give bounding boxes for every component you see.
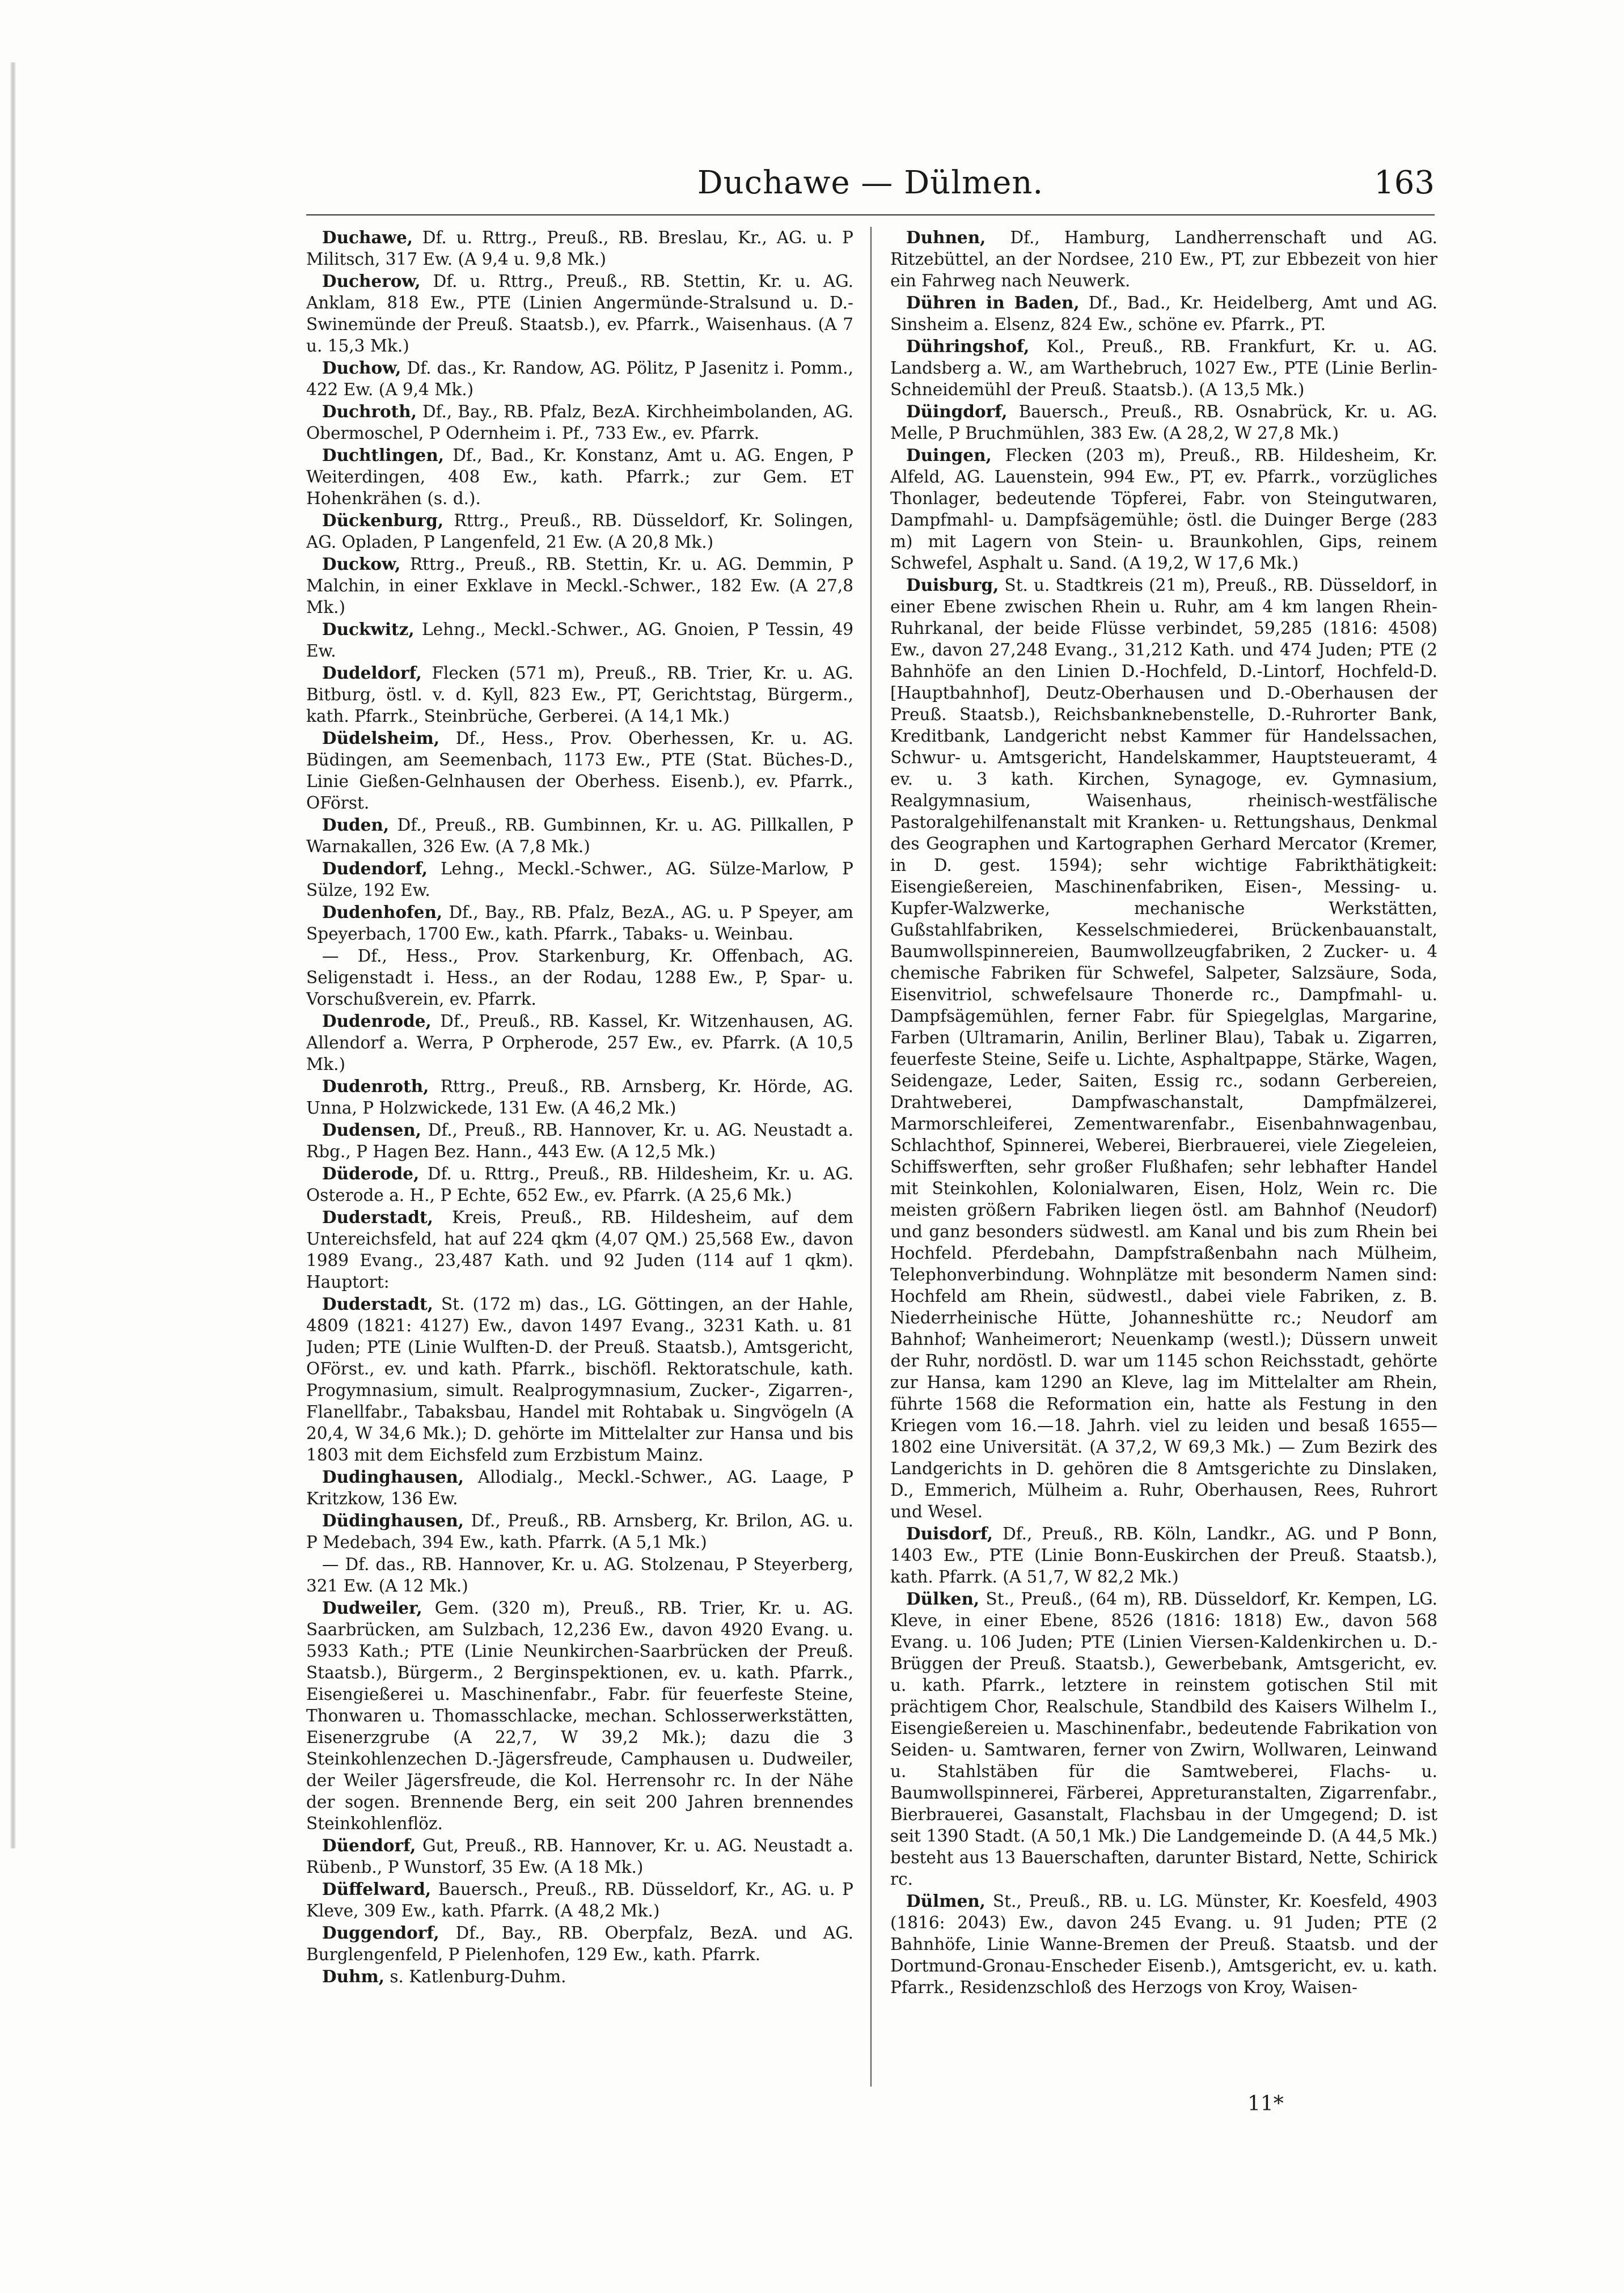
entry-text: Df., Bay., RB. Oberpfalz, BezA. und AG. Burglengenfeld, P Pielenhofen, 129 Ew., kath. Pfarrk. bbox=[306, 1923, 853, 1964]
entry-headword: Dühren in Baden, bbox=[906, 293, 1080, 312]
entry-text: Df., Preuß., RB. Arnsberg, Kr. Brilon, AG. u. P Medebach, 394 Ew., kath. Pfarrk. (A 5,1 Mk.) bbox=[306, 1511, 853, 1552]
dictionary-entry bbox=[306, 662, 853, 727]
dictionary-entry bbox=[890, 445, 1437, 574]
entry-headword: Dudensen, bbox=[322, 1120, 421, 1140]
entry-headword: Ducherow, bbox=[322, 271, 421, 291]
dictionary-entry bbox=[306, 619, 853, 662]
entry-text: Df., Preuß., RB. Kassel, Kr. Witzenhausen, AG. Allendorf a. Werra, P Orpherode, 257 Ew., ev. Pfarrk. (A 10,5 Mk.) bbox=[306, 1012, 853, 1074]
dictionary-entry bbox=[306, 1207, 853, 1293]
entry-headword: Dülmen, bbox=[906, 1891, 986, 1911]
dictionary-entry bbox=[890, 227, 1437, 291]
page-binding-edge bbox=[10, 62, 16, 1848]
dictionary-entry bbox=[306, 270, 853, 357]
entry-text: St. (172 m) das., LG. Göttingen, an der Hahle, 4809 (1821: 4127) Ew., davon 1497 Evang., 3231 Kath. u. 81 Juden; PTE (Linie Wulften-D. der Preuß. Staatsb.), Amtsgericht, OFörst., ev. und kath. Pfarrk., bischöfl. Rektoratschule, kath. Progymnasium, simult. Realprogymnasium, Zucker-, Zigarren-, Flanellfabr., Tabaksbau, Handel mit Rohtabak u. Singvögeln (A 20,4, W 34,6 Mk.); D. gehörte im Mittelalter zur Hansa und bis 1803 mit dem Eichsfeld zum Erzbistum Mainz. bbox=[306, 1294, 853, 1465]
entry-text: Df., Bay., RB. Pfalz, BezA., AG. u. P Speyer, am Speyerbach, 1700 Ew., kath. Pfarrk., Tabaks- u. Weinbau. bbox=[306, 903, 853, 944]
entry-headword: Düderode, bbox=[322, 1164, 420, 1183]
entry-text: Df. u. Rttrg., Preuß., RB. Breslau, Kr., AG. u. P Militsch, 317 Ew. (A 9,4 u. 9,8 Mk.) bbox=[306, 228, 853, 269]
entry-headword: Dudenhofen, bbox=[322, 902, 443, 922]
entry-headword: Duhnen, bbox=[906, 227, 986, 247]
dictionary-entry bbox=[306, 1597, 853, 1834]
entry-headword: Duden, bbox=[322, 815, 390, 835]
entry-headword: Dudweiler, bbox=[322, 1598, 422, 1618]
entry-headword: Duisdorf, bbox=[906, 1524, 993, 1543]
entry-text: Lehng., Meckl.-Schwer., AG. Sülze-Marlow, P Sülze, 192 Ew. bbox=[306, 859, 853, 900]
dictionary-entry bbox=[306, 727, 853, 814]
dictionary-entry bbox=[306, 945, 853, 1010]
dictionary-entry bbox=[306, 1466, 853, 1509]
entry-text: Df., Bay., RB. Pfalz, BezA. Kirchheimbolanden, AG. Obermoschel, P Odernheim i. Pf., 733 Ew., ev. Pfarrk. bbox=[306, 402, 853, 443]
entry-text: St., Preuß., RB. u. LG. Münster, Kr. Koesfeld, 4903 (1816: 2043) Ew., davon 245 Evang. u. 91 Juden; PTE (2 Bahnhöfe, Linie Wanne-Bremen der Preuß. Staatsb. und der Dortmund-Gronau-Enscheder Eisenb.), Amtsgericht, ev. u. kath. Pfarrk., Residenzschloß des Herzogs von Kroy, Waisen- bbox=[890, 1892, 1437, 1997]
entry-text: Gut, Preuß., RB. Hannover, Kr. u. AG. Neustadt a. Rübenb., P Wunstorf, 35 Ew. (A 18 Mk.) bbox=[306, 1836, 853, 1877]
entry-text: — Df., Hess., Prov. Starkenburg, Kr. Offenbach, AG. Seligenstadt i. Hess., an der Rodau, 1288 Ew., P, Spar- u. Vorschußverein, ev. Pfarrk. bbox=[306, 946, 853, 1009]
entry-text: Bauersch., Preuß., RB. Osnabrück, Kr. u. AG. Melle, P Bruchmühlen, 383 Ew. (A 28,2, W 27,8 Mk.) bbox=[890, 402, 1437, 443]
entry-headword: Düingdorf, bbox=[906, 401, 1008, 421]
entry-text: s. Katlenburg-Duhm. bbox=[390, 1967, 566, 1986]
entry-headword: Dülken, bbox=[906, 1589, 980, 1609]
dictionary-entry bbox=[306, 1076, 853, 1119]
entry-headword: Düdinghausen, bbox=[322, 1511, 464, 1530]
entry-text: Df., Preuß., RB. Hannover, Kr. u. AG. Neustadt a. Rbg., P Hagen Bez. Hann., 443 Ew. (A 12,5 Mk.) bbox=[306, 1120, 853, 1161]
dictionary-entry bbox=[306, 902, 853, 945]
entry-headword: Duhm, bbox=[322, 1966, 384, 1986]
dictionary-entry bbox=[306, 1835, 853, 1878]
entry-text: — Df. das., RB. Hannover, Kr. u. AG. Stolzenau, P Steyerberg, 321 Ew. (A 12 Mk.) bbox=[306, 1555, 853, 1596]
entry-headword: Duchroth, bbox=[322, 401, 417, 421]
entry-headword: Duingen, bbox=[906, 445, 992, 465]
column-divider bbox=[870, 227, 872, 2087]
entry-headword: Düdelsheim, bbox=[322, 728, 440, 748]
dictionary-entry bbox=[890, 1523, 1437, 1588]
entry-headword: Duchawe, bbox=[322, 227, 413, 247]
entry-headword: Duderstadt, bbox=[322, 1294, 433, 1314]
page-title: Duchawe — Dülmen. bbox=[697, 164, 1044, 201]
entry-text: Flecken (571 m), Preuß., RB. Trier, Kr. u. AG. Bitburg, östl. v. d. Kyll, 823 Ew., PT, Gerichtstag, Bürgerm., kath. Pfarrk., Steinbrüche, Gerberei. (A 14,1 Mk.) bbox=[306, 663, 853, 726]
dictionary-entry bbox=[306, 553, 853, 618]
dictionary-entry bbox=[306, 1966, 853, 1987]
dictionary-entry bbox=[306, 510, 853, 553]
entry-headword: Dühringshof, bbox=[906, 336, 1030, 356]
entry-text: Allodialg., Meckl.-Schwer., AG. Laage, P Kritzkow, 136 Ew. bbox=[306, 1467, 853, 1508]
entry-headword: Dückenburg, bbox=[322, 510, 444, 530]
dictionary-entry bbox=[890, 1588, 1437, 1890]
entry-text: Bauersch., Preuß., RB. Düsseldorf, Kr., AG. u. P Kleve, 309 Ew., kath. Pfarrk. (A 48,2 Mk.) bbox=[306, 1880, 853, 1920]
dictionary-entry bbox=[306, 357, 853, 400]
entry-text: Rttrg., Preuß., RB. Düsseldorf, Kr. Solingen, AG. Opladen, P Langenfeld, 21 Ew. (A 20,8 Mk.) bbox=[306, 511, 853, 552]
entry-text: Rttrg., Preuß., RB. Arnsberg, Kr. Hörde, AG. Unna, P Holzwickede, 131 Ew. (A 46,2 Mk.) bbox=[306, 1077, 853, 1118]
dictionary-entry bbox=[306, 1163, 853, 1206]
header-rule bbox=[306, 214, 1435, 215]
dictionary-entry bbox=[890, 292, 1437, 335]
entry-text: Gem. (320 m), Preuß., RB. Trier, Kr. u. AG. Saarbrücken, am Sulzbach, 12,236 Ew., davon 4920 Evang. u. 5933 Kath.; PTE (Linie Neunkirchen-Saarbrücken der Preuß. Staatsb.), Bürgerm., 2 Berginspektionen, ev. u. kath. Pfarrk., Eisengießerei u. Maschinenfabr., Fabr. für feuerfeste Steine, Thonwaren u. Thomasschlacke, mechan. Schlosserwerkstätten, Eisenerzgrube (A 22,7, W 39,2 Mk.); dazu die 3 Steinkohlenzechen D.-Jägersfreude, Camphausen u. Dudweiler, der Weiler Jägersfreude, die Kol. Herrensohr rc. In der Nähe der sogen. Brennende Berg, ein seit 200 Jahren brennendes Steinkohlenflöz. bbox=[306, 1598, 853, 1833]
entry-text: Flecken (203 m), Preuß., RB. Hildesheim, Kr. Alfeld, AG. Lauenstein, 994 Ew., PT, ev. Pfarrk., vorzügliches Thonlager, bedeutende Töpferei, Fabr. von Steingutwaren, Dampfmahl- u. Dampfsägemühle; östl. die Duinger Berge (283 m) mit Lagern von Stein- u. Braunkohlen, Gips, reinem Schwefel, Asphalt u. Sand. (A 19,2, W 17,6 Mk.) bbox=[890, 446, 1437, 573]
entry-headword: Dudeldorf, bbox=[322, 663, 422, 683]
entry-text: Df. das., Kr. Randow, AG. Pölitz, P Jasenitz i. Pomm., 422 Ew. (A 9,4 Mk.) bbox=[306, 358, 853, 399]
entry-text: Kreis, Preuß., RB. Hildesheim, auf dem Untereichsfeld, hat auf 224 qkm (4,07 QM.) 25,568 Ew., davon 1989 Evang., 23,487 Kath. und 92 Juden (114 auf 1 qkm). Hauptort: bbox=[306, 1208, 853, 1292]
page-header bbox=[306, 164, 1435, 210]
entry-headword: Düendorf, bbox=[322, 1835, 416, 1855]
dictionary-entry bbox=[890, 1890, 1437, 1998]
entry-text: Df. u. Rttrg., Preuß., RB. Hildesheim, Kr. u. AG. Osterode a. H., P Echte, 652 Ew., ev. Pfarrk. (A 25,6 Mk.) bbox=[306, 1164, 853, 1205]
entry-headword: Dudenroth, bbox=[322, 1076, 429, 1096]
dictionary-entry bbox=[890, 574, 1437, 1522]
dictionary-entry bbox=[306, 1879, 853, 1922]
page-number: 163 bbox=[1374, 164, 1435, 201]
entry-text: Df., Preuß., RB. Gumbinnen, Kr. u. AG. Pillkallen, P Warnakallen, 326 Ew. (A 7,8 Mk.) bbox=[306, 815, 853, 856]
entry-text: Df. u. Rttrg., Preuß., RB. Stettin, Kr. u. AG. Anklam, 818 Ew., PTE (Linien Angermünde-Stralsund u. D.-Swinemünde der Preuß. Staatsb.), ev. Pfarrk., Waisenhaus. (A 7 u. 15,3 Mk.) bbox=[306, 272, 853, 356]
entry-text: St. u. Stadtkreis (21 m), Preuß., RB. Düsseldorf, in einer Ebene zwischen Rhein u. Ruhr, am 4 km langen Rhein-Ruhrkanal, der beide Flüsse verbindet, 59,285 (1816: 4508) Ew., davon 27,248 Evang., 31,212 Kath. und 474 Juden; PTE (2 Bahnhöfe an den Linien D.-Hochfeld, D.-Lintorf, Hochfeld-D. [Hauptbahnhof], Deutz-Oberhausen und D.-Oberhausen der Preuß. Staatsb.), Reichsbanknebenstelle, D.-Ruhrorter Bank, Kreditbank, Landgericht nebst Kammer für Handelssachen, Schwur- u. Amtsgericht, Handelskammer, Hauptsteueramt, 4 ev. u. 3 kath. Kirchen, Synagoge, ev. Gymnasium, Realgymnasium, Waisenhaus, rheinisch-westfälische Pastoralgehilfenanstalt mit Kranken- u. Rettungshaus, Denkmal des Geographen und Kartographen Gerhard Mercator (Kremer, in D. gest. 1594); sehr wichtige Fabrikthätigkeit: Eisengießereien, Maschinenfabriken, Eisen-, Messing- u. Kupfer-Walzwerke, mechanische Werkstätten, Gußstahlfabriken, Kesselschmiederei, Brückenbauanstalt, Baumwollspinnereien, Baumwollzeugfabriken, 2 Zucker- u. 4 chemische Fabriken für Schwefel, Salpeter, Salzsäure, Soda, Eisenvitriol, schwefelsaure Thonerde rc., Dampfmahl- u. Dampfsägemühlen, ferner Fabr. für Spiegelglas, Margarine, Farben (Ultramarin, Anilin, Berliner Blau), Tabak u. Zigarren, feuerfeste Steine, Seife u. Lichte, Asphaltpappe, Stärke, Wagen, Seidengaze, Leder, Saiten, Essig rc., sodann Gerbereien, Drahtweberei, Dampfwaschanstalt, Dampfmälzerei, Marmorschleiferei, Zementwarenfabr., Eisenbahnwagenbau, Schlachthof, Spinnerei, Weberei, Bierbrauerei, viele Ziegeleien, Schiffswerften, sehr großer Flußhafen; sehr lebhafter Handel mit Steinkohlen, Kolonialwaren, Eisen, Holz, Wein rc. Die meisten größern Fabriken liegen östl. am Bahnhof (Neudorf) und ganz besonders südwestl. am Kanal und bis zum Rhein bei Hochfeld. Pferdebahn, Dampfstraßenbahn nach Mülheim, Telephonverbindung. Wohnplätze mit besonderm Namen sind: Hochfeld am Rhein, südwestl., dabei viele Fabriken, z. B. Niederrheinische Hütte, Johanneshütte rc.; Neudorf am Bahnhof; Wanheimerort; Neuenkamp (westl.); Düssern unweit der Ruhr, nordöstl. D. war um 1145 schon Reichsstadt, gehörte zur Hansa, kam 1290 an Kleve, lag im Mittelalter am Rhein, führte 1568 die Reformation ein, hatte als Festung in den Kriegen vom 16.—18. Jahrh. viel zu leiden und besaß 1655—1802 eine Universität. (A 37,2, W 69,3 Mk.) — Zum Bezirk des Landgerichts in D. gehören die 8 Amtsgerichte zu Dinslaken, D., Emmerich, Mülheim a. Ruhr, Oberhausen, Rees, Ruhrort und Wesel. bbox=[890, 576, 1437, 1521]
entry-headword: Dudendorf, bbox=[322, 858, 428, 878]
entry-headword: Duckow, bbox=[322, 554, 401, 574]
entry-headword: Duchtlingen, bbox=[322, 445, 445, 465]
right-column bbox=[890, 227, 1437, 2121]
dictionary-entry bbox=[306, 227, 853, 270]
dictionary-entry bbox=[306, 401, 853, 444]
entry-text: Rttrg., Preuß., RB. Stettin, Kr. u. AG. Demmin, P Malchin, in einer Exklave in Meckl.-Schwer., 182 Ew. (A 27,8 Mk.) bbox=[306, 555, 853, 617]
entry-text: Df., Bad., Kr. Heidelberg, Amt und AG. Sinsheim a. Elsenz, 824 Ew., schöne ev. Pfarrk., PT. bbox=[890, 293, 1437, 334]
signature-mark: 11* bbox=[1247, 2092, 1284, 2116]
entry-headword: Dudinghausen, bbox=[322, 1467, 464, 1487]
entry-headword: Duderstadt, bbox=[322, 1207, 433, 1227]
entry-headword: Duggendorf, bbox=[322, 1923, 439, 1943]
dictionary-entry bbox=[306, 1510, 853, 1553]
dictionary-entry bbox=[890, 401, 1437, 444]
dictionary-entry bbox=[306, 858, 853, 901]
entry-text: Df., Bad., Kr. Konstanz, Amt u. AG. Engen, P Weiterdingen, 408 Ew., kath. Pfarrk.; zur Gem. ET Hohenkrähen (s. d.). bbox=[306, 446, 853, 508]
entry-text: Lehng., Meckl.-Schwer., AG. Gnoien, P Tessin, 49 Ew. bbox=[306, 620, 853, 661]
entry-headword: Duisburg, bbox=[906, 575, 999, 595]
dictionary-entry bbox=[306, 1293, 853, 1466]
entry-headword: Duckwitz, bbox=[322, 619, 415, 639]
entry-text: Df., Preuß., RB. Köln, Landkr., AG. und P Bonn, 1403 Ew., PTE (Linie Bonn-Euskirchen der Preuß. Staatsb.), kath. Pfarrk. (A 51,7, W 82,2 Mk.) bbox=[890, 1524, 1437, 1587]
entry-headword: Dudenrode, bbox=[322, 1011, 432, 1031]
dictionary-entry bbox=[306, 1010, 853, 1075]
entry-text: Kol., Preuß., RB. Frankfurt, Kr. u. AG. Landsberg a. W., am Warthebruch, 1027 Ew., PTE (Linie Berlin-Schneidemühl der Preuß. Staatsb.). (A 13,5 Mk.) bbox=[890, 337, 1437, 399]
entry-text: Df., Hess., Prov. Oberhessen, Kr. u. AG. Büdingen, am Seemenbach, 1173 Ew., PTE (Stat. Büches-D., Linie Gießen-Gelnhausen der Oberhess. Eisenb.), ev. Pfarrk., OFörst. bbox=[306, 729, 853, 813]
dictionary-entry bbox=[890, 336, 1437, 400]
dictionary-entry bbox=[306, 1554, 853, 1597]
entry-headword: Düffelward, bbox=[322, 1879, 432, 1899]
entry-text: Df., Hamburg, Landherrenschaft und AG. Ritzebüttel, an der Nordsee, 210 Ew., PT, zur Ebbezeit von hier ein Fahrweg nach Neuwerk. bbox=[890, 228, 1437, 290]
dictionary-entry bbox=[306, 1922, 853, 1965]
entry-headword: Duchow, bbox=[322, 358, 401, 378]
dictionary-entry bbox=[306, 445, 853, 509]
left-column bbox=[306, 227, 853, 2121]
dictionary-entry bbox=[306, 814, 853, 857]
entry-text: St., Preuß., (64 m), RB. Düsseldorf, Kr. Kempen, LG. Kleve, in einer Ebene, 8526 (1816: 1818) Ew., davon 568 Evang. u. 106 Juden; PTE (Linien Viersen-Kaldenkirchen u. D.-Brüggen der Preuß. Staatsb.), Gewerbebank, Amtsgericht, ev. u. kath. Pfarrk., letztere in reinstem gotischen Stil mit prächtigem Chor, Realschule, Standbild des Kaisers Wilhelm I., Eisengießereien u. Maschinenfabr., bedeutende Fabrikation von Seiden- u. Samtwaren, ferner von Zwirn, Wollwaren, Leinwand u. Stahlstäben für die Samtweberei, Flachs- u. Baumwollspinnerei, Färberei, Appreturanstalten, Zigarrenfabr., Bierbrauerei, Gasanstalt, Flachsbau in der Umgegend; D. ist seit 1390 Stadt. (A 50,1 Mk.) Die Landgemeinde D. (A 44,5 Mk.) besteht aus 13 Bauerschaften, darunter Bistard, Nette, Schirick rc. bbox=[890, 1589, 1437, 1889]
dictionary-entry bbox=[306, 1119, 853, 1162]
